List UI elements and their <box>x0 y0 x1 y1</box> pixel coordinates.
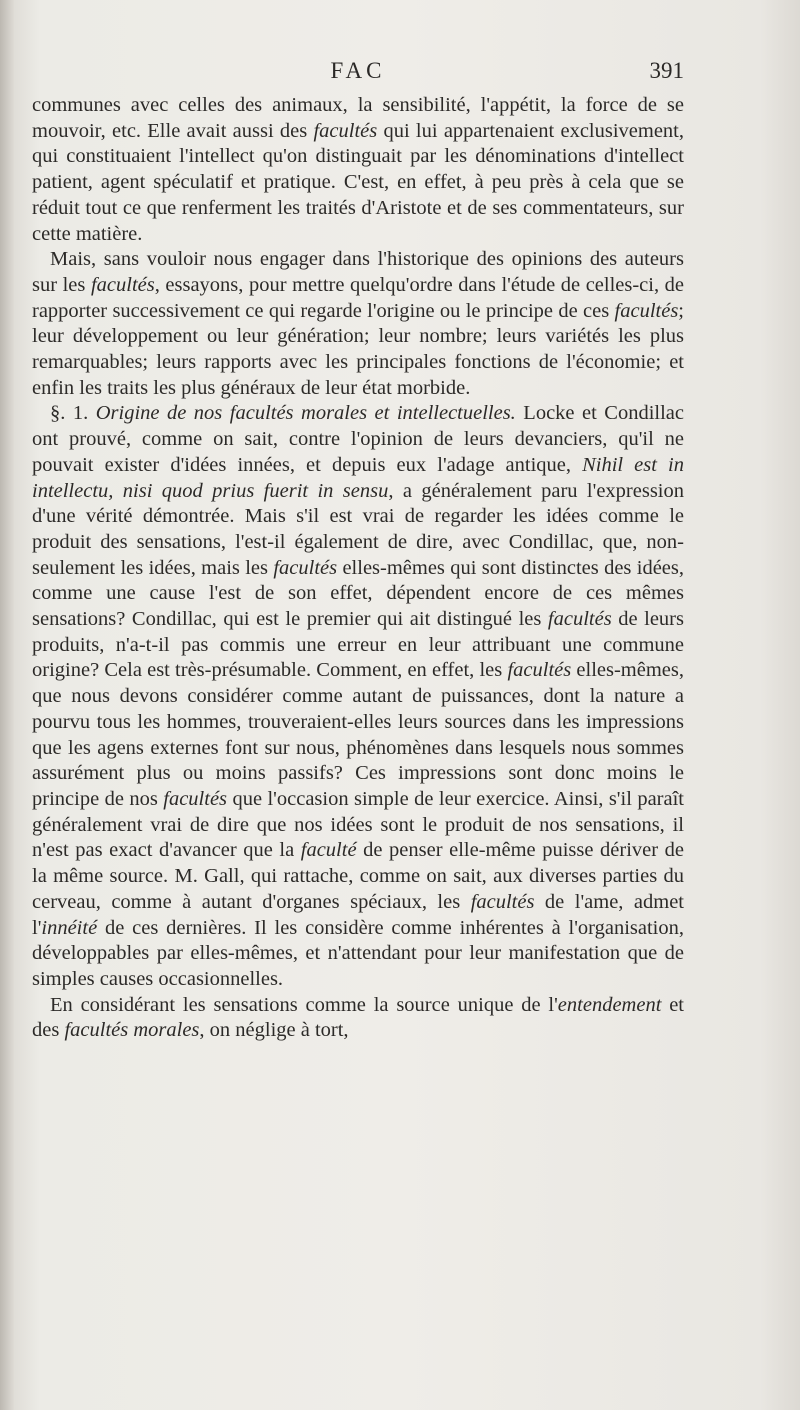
italic-text: Nihil est in intellectu, nisi quod prius fuerit in sensu <box>32 453 684 502</box>
page-header <box>32 58 684 92</box>
italic-text: facultés <box>90 273 155 296</box>
italic-text: facultés <box>470 890 535 913</box>
italic-text: facultés morales <box>64 1019 200 1042</box>
text-run: Mais, sans vouloir nous engager dans l'historique des opinions des auteurs sur les <box>32 248 684 296</box>
italic-text: facultés <box>313 119 378 142</box>
italic-text: facultés <box>507 659 572 682</box>
paragraph <box>32 993 684 1044</box>
text-run: de l'ame, admet l' <box>32 890 684 939</box>
text-run: Locke et Condillac ont prouvé, comme on sait, contre l'opinion de leurs devanciers, qu'il ne pouvait exister d'idées innées, et depuis eux l'adage antique, <box>32 402 684 476</box>
italic-text: facultés <box>273 556 338 579</box>
text-run: ; leur développement ou leur génération; leur nombre; leurs variétés les plus remarquables; leurs rapports avec les principales fonctions de l'économie; et enfin les traits les plus généraux de leur état morbide. <box>32 299 684 399</box>
text-run: elles-mêmes, que nous devons considérer comme autant de puissances, dont la nature a pourvu tous les hommes, trouveraient-elles leurs sources dans les impressions que les agens externes font sur nous, phénomènes dans lesquels nous sommes assurément plus ou moins passifs? Ces impressions sont donc moins le principe de nos <box>32 659 684 810</box>
running-head: FAC <box>330 58 386 83</box>
italic-text: faculté <box>300 839 357 862</box>
text-run: de penser elle-même puisse dériver de la même source. M. Gall, qui rattache, comme on sait, aux diverses parties du cerveau, comme à autant d'organes spéciaux, les <box>32 839 684 913</box>
text-run: , essayons, pour mettre quelqu'ordre dans l'étude de celles-ci, de rapporter successivement ce qui regarde l'origine ou le principe de ces <box>32 273 685 322</box>
text-run: §. 1. <box>50 402 96 425</box>
paragraph <box>32 247 684 401</box>
text-run: , a généralement paru l'expression d'une vérité démontrée. Mais s'il est vrai de regarder les idées comme le produit des sensations, l'est-il également de dire, avec Condillac, que, non-seulement les idées, mais les <box>32 479 684 579</box>
body-text <box>32 93 684 1044</box>
italic-text: facultés <box>614 299 679 322</box>
text-run: En considérant les sensations comme la source unique de l' <box>50 993 558 1016</box>
italic-text: Origine de nos facultés morales et intellectuelles. <box>95 402 516 425</box>
text-run: qui lui appartenaient exclusivement, qui constituaient l'intellect qu'on distinguait par les dénominations d'intellect patient, agent spéculatif et pratique. C'est, en effet, à peu près à cela que se réduit tout ce que renferment les traités d'Aristote et de ses commentateurs, sur cette matière. <box>32 119 685 245</box>
text-run: communes avec celles des animaux, la sensibilité, l'appétit, la force de se mouvoir, etc. Elle avait aussi des <box>32 94 684 142</box>
page-number: 391 <box>649 58 684 83</box>
text-run: , on néglige à tort, <box>199 1019 349 1042</box>
section-paragraph <box>32 401 684 992</box>
italic-text: facultés <box>547 608 612 631</box>
paragraph <box>32 93 684 247</box>
text-run: elles-mêmes qui sont distinctes des idées, comme une cause l'est de son effet, dépendent encore de ces mêmes sensations? Condillac, qui est le premier qui ait distingué les <box>32 556 685 631</box>
text-run: de ces dernières. Il les considère comme inhérentes à l'organisation, développables par elles-mêmes, et n'attendant pour leur manifestation que de simples causes occasionnelles. <box>32 916 684 990</box>
italic-text: innéité <box>41 916 98 939</box>
italic-text: facultés <box>163 787 228 810</box>
text-run: de leurs produits, n'a-t-il pas commis une erreur en leur attribuant une commune origine? Cela est très-présumable. Comment, en effet, les <box>32 608 684 682</box>
italic-text: entendement <box>557 993 662 1016</box>
page-gutter-shadow <box>0 0 14 1410</box>
text-run: que l'occasion simple de leur exercice. Ainsi, s'il paraît généralement vrai de dire que nos idées sont le produit de nos sensations, il n'est pas exact d'avancer que la <box>32 787 684 862</box>
text-run: et des <box>32 993 684 1042</box>
